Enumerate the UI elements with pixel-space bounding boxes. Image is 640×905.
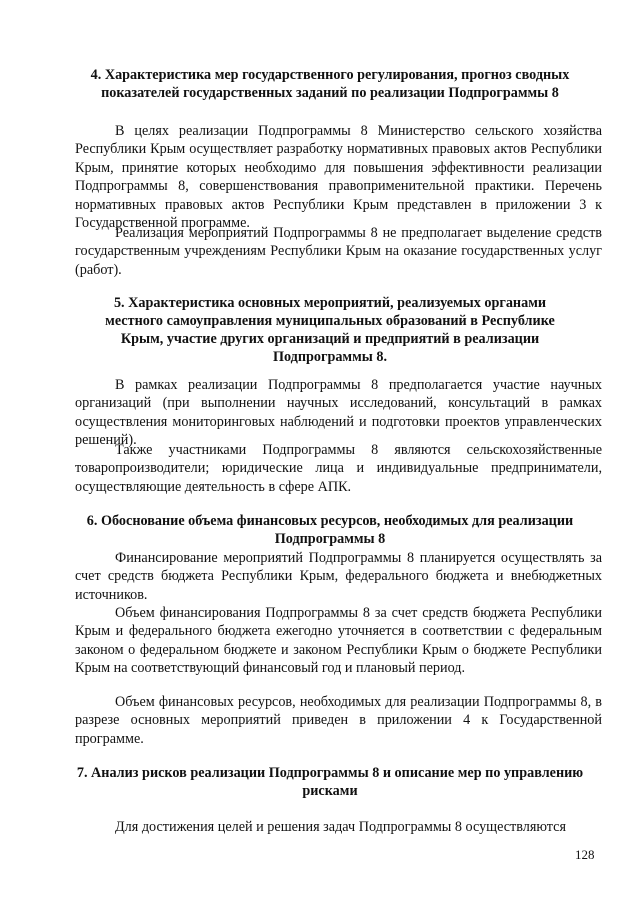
section-5-heading: 5. Характеристика основных мероприятий, реализуемых органами местного самоуправления муниципальных образований в Республике Крым, участие других организаций и предприятий в реализации Подпрограммы 8. bbox=[105, 295, 555, 365]
page-number: 128 bbox=[575, 847, 595, 862]
section-5-paragraph-1: В рамках реализации Подпрограммы 8 предполагается участие научных организаций (при выполнении научных исследований, консультаций в рамках осуществления мониторинговых наблюдений и подготовки проектов управленческих решений). bbox=[75, 377, 602, 449]
section-4-paragraph-2: Реализация мероприятий Подпрограммы 8 не предполагает выделение средств государственным учреждениям Республики Крым на оказание государственных услуг (работ). bbox=[75, 225, 602, 278]
section-6-paragraph-3: Объем финансовых ресурсов, необходимых для реализации Подпрограммы 8, в разрезе основных мероприятий приведен в приложении 4 к Государственной программе. bbox=[75, 694, 602, 747]
section-4-heading: 4. Характеристика мер государственного регулирования, прогноз сводных показателей государственных заданий по реализации Подпрограммы 8 bbox=[90, 67, 570, 101]
section-6-paragraph-1: Финансирование мероприятий Подпрограммы 8 планируется осуществлять за счет средств бюджета Республики Крым, федерального бюджета и внебюджетных источников. bbox=[75, 550, 602, 603]
section-6-paragraph-2: Объем финансирования Подпрограммы 8 за счет средств бюджета Республики Крым и федерального бюджета ежегодно уточняется в соответствии с федеральным законом о федеральном бюджете и законом Республики Крым о бюджете Республики Крым на соответствующий финансовый год и плановый период. bbox=[75, 605, 602, 677]
section-7-paragraph-1: Для достижения целей и решения задач Подпрограммы 8 осуществляются bbox=[115, 819, 566, 835]
section-6-heading: 6. Обоснование объема финансовых ресурсов, необходимых для реализации Подпрограммы 8 bbox=[86, 513, 574, 547]
section-4-paragraph-1: В целях реализации Подпрограммы 8 Министерство сельского хозяйства Республики Крым осуществляет разработку нормативных правовых актов Республики Крым, принятие которых необходимо для повышения эффективности реализации Подпрограммы 8, совершенствования правоприменительной практики. Перечень нормативных правовых актов Республики Крым представлен в приложении 3 к Государственной программе. bbox=[75, 123, 602, 232]
section-7-heading: 7. Анализ рисков реализации Подпрограммы 8 и описание мер по управлению рисками bbox=[76, 765, 584, 799]
section-5-paragraph-2: Также участниками Подпрограммы 8 являются сельскохозяйственные товаропроизводители; юридические лица и индивидуальные предприниматели, осуществляющие деятельность в сфере АПК. bbox=[75, 442, 602, 495]
